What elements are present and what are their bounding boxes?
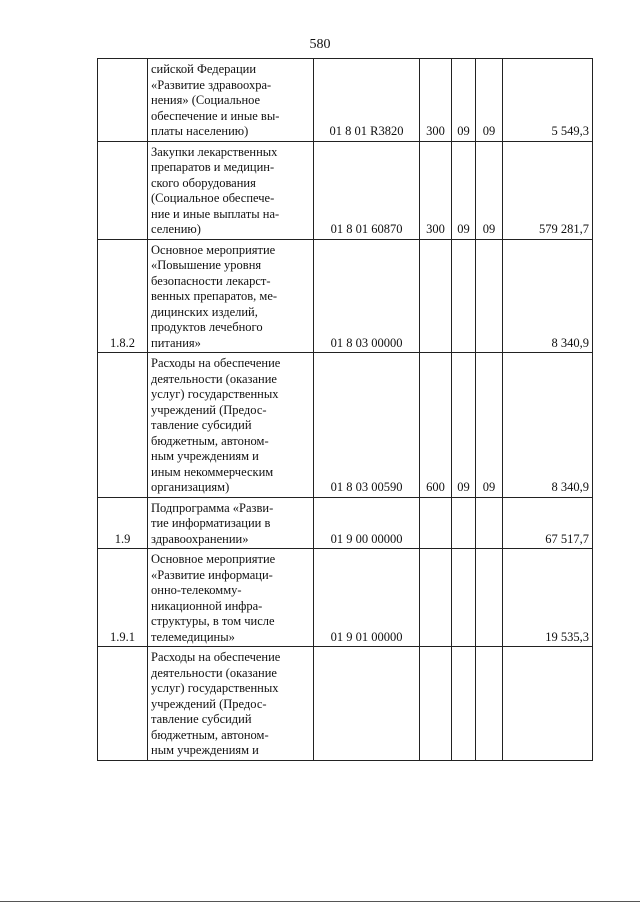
expense-type-cell — [420, 239, 452, 353]
table-row — [98, 239, 593, 353]
section-cell — [452, 239, 476, 353]
row-number-cell — [98, 353, 148, 498]
amount-cell: 8 340,9 — [503, 239, 593, 353]
row-name-line: венных препаратов, ме- — [151, 289, 278, 303]
section-cell: 09 — [452, 353, 476, 498]
section-cell — [452, 647, 476, 761]
row-name-line: Основное мероприятие — [151, 242, 276, 257]
budget-table-body — [98, 59, 593, 761]
row-name-line: тавление субсидий — [151, 418, 252, 432]
subsection-cell — [476, 239, 503, 353]
section-cell — [452, 497, 476, 549]
expense-type-cell: 300 — [420, 141, 452, 239]
amount-cell: 19 535,3 — [503, 549, 593, 647]
row-name-line: Расходы на обеспечение — [151, 356, 281, 370]
row-name-line: структуры, в том числе — [151, 614, 275, 628]
row-name-line: нения» (Социальное — [151, 93, 261, 107]
row-name-cell — [148, 59, 314, 142]
subsection-cell: 09 — [476, 353, 503, 498]
expense-type-cell: 600 — [420, 353, 452, 498]
section-cell: 09 — [452, 59, 476, 142]
subsection-cell: 09 — [476, 59, 503, 142]
row-name-line: ным учреждениям и — [151, 743, 259, 757]
row-name-line: никационной инфра- — [151, 598, 263, 613]
amount-cell: 67 517,7 — [503, 497, 593, 549]
row-number-cell — [98, 59, 148, 142]
row-name-line: Закупки лекарственных — [151, 144, 278, 159]
row-name-line: (Социальное обеспече- — [151, 191, 275, 205]
table-row — [98, 549, 593, 647]
row-name-line: Подпрограмма «Разви- — [151, 500, 274, 515]
row-name-cell — [148, 141, 314, 239]
expense-type-cell — [420, 497, 452, 549]
row-name-line: услуг) государственных — [151, 681, 279, 695]
row-name-cell — [148, 549, 314, 647]
row-name-line: дицинских изделий, — [151, 304, 258, 319]
row-number-cell — [98, 141, 148, 239]
row-name-line: сийской Федерации — [151, 62, 257, 76]
target-code-cell: 01 8 01 R3820 — [314, 59, 420, 142]
row-name-line: здравоохранении» — [151, 531, 249, 546]
row-name-line: деятельности (оказание — [151, 371, 277, 386]
row-name-line: «Развитие здравоохра- — [151, 77, 272, 92]
row-name-line: тие информатизации в — [151, 516, 271, 530]
row-name-cell — [148, 353, 314, 498]
row-number-cell: 1.9.1 — [98, 549, 148, 647]
target-code-cell — [314, 647, 420, 761]
amount-cell — [503, 647, 593, 761]
row-name-cell — [148, 497, 314, 549]
row-name-line: питания» — [151, 335, 201, 350]
subsection-cell — [476, 497, 503, 549]
table-row — [98, 141, 593, 239]
table-row — [98, 497, 593, 549]
page-number: 580 — [309, 37, 331, 52]
row-name-line: телемедицины» — [151, 629, 235, 644]
row-name-line: селению) — [151, 222, 201, 236]
target-code-cell: 01 9 00 00000 — [314, 497, 420, 549]
row-name-line: ского оборудования — [151, 175, 256, 190]
row-name-line: тавление субсидий — [151, 712, 252, 726]
target-code-cell: 01 9 01 00000 — [314, 549, 420, 647]
row-name-line: Основное мероприятие — [151, 552, 276, 566]
row-name-line: учреждений (Предос- — [151, 402, 267, 417]
page-bottom-rule — [0, 901, 640, 902]
subsection-cell: 09 — [476, 141, 503, 239]
row-name-line: «Повышение уровня — [151, 258, 262, 272]
amount-cell: 5 549,3 — [503, 59, 593, 142]
target-code-cell: 01 8 03 00000 — [314, 239, 420, 353]
expense-type-cell — [420, 549, 452, 647]
row-name-line: платы населению) — [151, 124, 249, 138]
row-name-line: деятельности (оказание — [151, 665, 277, 680]
row-name-line: бюджетным, автоном- — [151, 433, 269, 448]
amount-cell: 8 340,9 — [503, 353, 593, 498]
section-cell: 09 — [452, 141, 476, 239]
row-name-line: услуг) государственных — [151, 387, 279, 401]
table-row — [98, 59, 593, 142]
row-name-line: ным учреждениям и — [151, 449, 259, 463]
amount-cell: 579 281,7 — [503, 141, 593, 239]
table-row — [98, 353, 593, 498]
expense-type-cell: 300 — [420, 59, 452, 142]
expense-type-cell — [420, 647, 452, 761]
row-name-line: препаратов и медицин- — [151, 160, 275, 174]
row-name-line: продуктов лечебного — [151, 320, 263, 334]
row-name-line: иным некоммерческим — [151, 464, 274, 479]
row-name-cell — [148, 647, 314, 761]
row-number-cell: 1.8.2 — [98, 239, 148, 353]
row-name-line: онно-телекомму- — [151, 583, 242, 597]
subsection-cell — [476, 647, 503, 761]
row-name-line: Расходы на обеспечение — [151, 650, 281, 664]
row-name-line: учреждений (Предос- — [151, 696, 267, 711]
subsection-cell — [476, 549, 503, 647]
section-cell — [452, 549, 476, 647]
row-number-cell: 1.9 — [98, 497, 148, 549]
row-name-line: бюджетным, автоном- — [151, 727, 269, 742]
row-name-line: «Развитие информаци- — [151, 567, 273, 582]
row-number-cell — [98, 647, 148, 761]
table-row — [98, 647, 593, 761]
row-name-cell — [148, 239, 314, 353]
row-name-line: обеспечение и иные вы- — [151, 108, 280, 123]
row-name-line: организациям) — [151, 480, 230, 494]
target-code-cell: 01 8 01 60870 — [314, 141, 420, 239]
target-code-cell: 01 8 03 00590 — [314, 353, 420, 498]
budget-table — [97, 58, 593, 761]
row-name-line: ние и иные выплаты на- — [151, 206, 280, 221]
row-name-line: безопасности лекарст- — [151, 273, 271, 288]
